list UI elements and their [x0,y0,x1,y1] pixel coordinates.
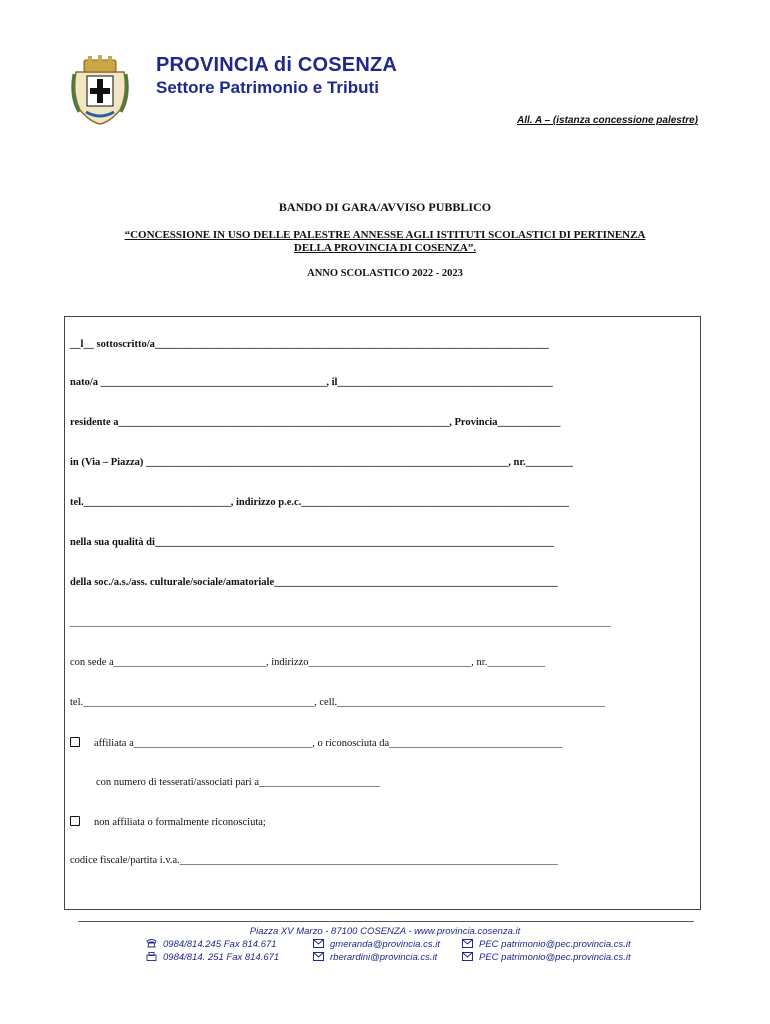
footer-pec-2-wrap [462,952,631,963]
footer-pec-1-wrap [462,939,631,950]
form-line-tax-code[interactable]: codice fiscale/partita i.v.a.________________________________________________________________________ [70,855,558,866]
footer-divider [78,921,694,922]
footer-email-1-wrap [313,939,440,950]
concession-title [60,229,710,255]
notice-title: BANDO DI GARA/AVVISO PUBBLICO [278,200,492,214]
footer-pec-2[interactable]: PEC patrimonio@pec.provincia.cs.it [479,952,631,963]
form-line-association-cont[interactable]: _______________________________________________________________________________________________________ [70,617,611,628]
not-affiliated-checkbox[interactable] [70,816,80,826]
form-line-street[interactable]: in (Via – Piazza) _____________________________________________________________________, nr._________ [70,457,573,468]
footer-row-2 [146,952,279,963]
form-line-affiliated [70,737,562,749]
concession-title-line-2: DELLA PROVINCIA DI COSENZA”. [293,242,477,254]
form-line-members[interactable]: con numero di tesserati/associati pari a_______________________ [96,777,380,788]
affiliated-checkbox[interactable] [70,737,80,747]
school-year: ANNO SCOLASTICO 2022 - 2023 [307,268,463,279]
footer-email-2[interactable]: rberardini@provincia.cs.it [330,952,438,963]
footer-email-1[interactable]: gmeranda@provincia.cs.it [330,939,440,950]
fax-icon [146,952,157,961]
phone-icon [146,939,157,948]
mail-icon [462,952,473,961]
form-line-not-affiliated [70,816,266,828]
footer-email-2-wrap [313,952,437,963]
form-line-residence[interactable]: residente a_______________________________________________________________, Provincia____________ [70,417,561,428]
not-affiliated-label: non affiliata o formalmente riconosciuta; [94,817,266,828]
footer-row-1 [146,939,277,950]
form-line-undersigned[interactable]: __l__ sottoscritto/a___________________________________________________________________________ [70,339,549,350]
concession-title-line-1: “CONCESSIONE IN USO DELLE PALESTRE ANNESSE AGLI ISTITUTI SCOLASTICI DI PERTINENZA [124,229,646,241]
header-subtitle: Settore Patrimonio e Tributi [156,78,379,97]
form-line-phone-pec[interactable]: tel.____________________________, indirizzo p.e.c.___________________________________________________ [70,497,570,508]
footer-phone-1: 0984/814.245 Fax 814.671 [163,939,277,950]
mail-icon [313,939,324,948]
form-line-phone-cell[interactable]: tel.____________________________________________, cell.___________________________________________________ [70,697,605,708]
provincia-crest-logo [70,54,130,126]
footer-address: Piazza XV Marzo - 87100 COSENZA - www.provincia.cosenza.it [249,926,521,937]
header-title: PROVINCIA di COSENZA [156,54,398,76]
form-line-birth[interactable]: nato/a ___________________________________________, il_________________________________________ [70,377,553,388]
form-line-seat[interactable]: con sede a_____________________________, indirizzo_______________________________, nr.___________ [70,657,546,668]
form-line-capacity[interactable]: nella sua qualità di____________________________________________________________________________ [70,537,554,548]
mail-icon [313,952,324,961]
form-line-association[interactable]: della soc./a.s./ass. culturale/sociale/amatoriale______________________________________________________ [70,577,558,588]
mail-icon [462,939,473,948]
annex-label: All. A – (istanza concessione palestre) [517,115,698,126]
footer-pec-1[interactable]: PEC patrimonio@pec.provincia.cs.it [479,939,631,950]
affiliated-label[interactable]: affiliata a__________________________________, o riconosciuta da_________________________________ [94,738,563,749]
footer-phone-2: 0984/814. 251 Fax 814.671 [163,952,280,963]
